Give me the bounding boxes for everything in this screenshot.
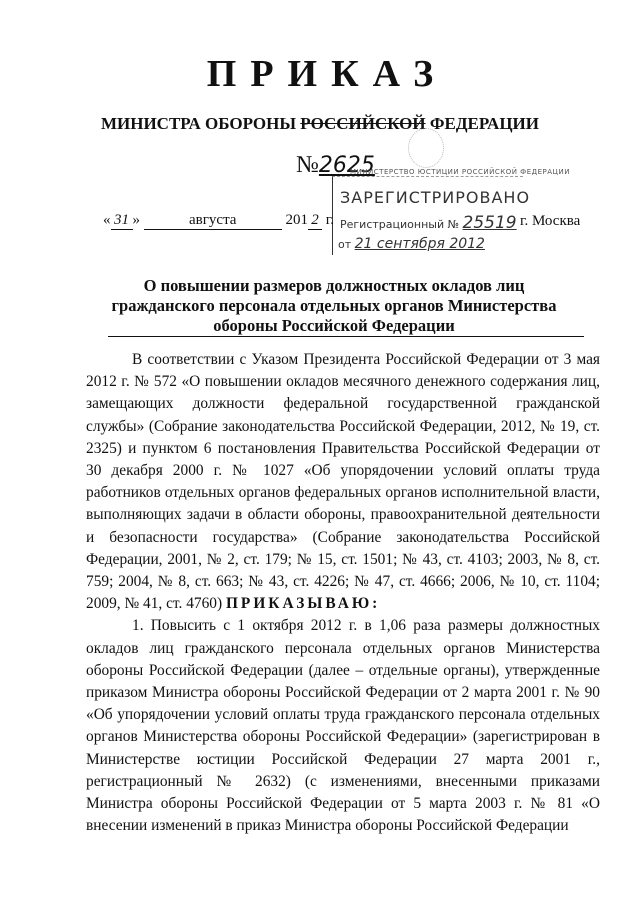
- stamp-header: МИНИСТЕРСТВО ЮСТИЦИИ РОССИЙСКОЙ ФЕДЕРАЦИИ: [350, 168, 570, 176]
- order-directive: ПРИКАЗЫВАЮ:: [225, 595, 381, 613]
- stamp-date-prefix: от: [338, 238, 352, 251]
- stamp-title: ЗАРЕГИСТРИРОВАНО: [340, 188, 531, 207]
- date-year-prefix: 201: [285, 212, 308, 228]
- state-emblem-icon: [408, 128, 444, 168]
- city: г. Москва: [520, 213, 581, 229]
- date-month: августа: [144, 212, 282, 230]
- stamp-registration: [340, 213, 517, 233]
- subject-line: О повышении размеров должностных окладов лиц: [143, 276, 525, 295]
- ministry-text-end: ФЕДЕРАЦИИ: [425, 114, 540, 133]
- clause-paragraph: 1. Повысить с 1 октября 2012 г. в 1,06 раза размеры должностных окладов лиц гражданского персонала отдельных органов Министерства обороны Российской Федерации (далее – отдельные органы), утвержденные приказом Министра обороны Российской Федерации от 2 марта 2001 г. № 90 «Об упорядочении условий оплаты труда гражданского персонала отдельных органов Министерства обороны Российской Федерации» (зарегистрирован в Министерстве юстиции Российской Федерации 27 марта 2001 г., регистрационный № 2632) (с изменениями, внесенными приказами Министра обороны Российской Федерации от 5 марта 2003 г. № 81 «О внесении изменений в приказ Министра обороны Российской Федерации: [86, 617, 600, 835]
- date-quote-open: «: [103, 212, 111, 228]
- date-quote-close: »: [132, 212, 140, 228]
- number-sign: №: [296, 152, 319, 178]
- subject-line: гражданского персонала отдельных органов Министерства: [111, 296, 557, 315]
- ministry-heading: [0, 114, 640, 134]
- order-date: [103, 212, 334, 230]
- reg-label: Регистрационный №: [340, 218, 460, 231]
- preamble-paragraph: [86, 349, 600, 615]
- date-year-abbr: г.: [325, 212, 334, 228]
- stamp-date-value: 21 сентября 2012: [354, 236, 485, 252]
- date-year-suffix: 2: [308, 212, 322, 230]
- document-title: ПРИКАЗ: [206, 53, 448, 95]
- ministry-struck-word: РОССИЙСКОЙ: [300, 114, 426, 133]
- order-subject: [88, 276, 580, 336]
- document-body: [86, 349, 600, 837]
- subject-divider: [108, 336, 584, 337]
- subject-line: обороны Российской Федерации: [213, 316, 455, 335]
- order-number-value: 2625: [318, 153, 375, 178]
- preamble-text: В соответствии с Указом Президента Российской Федерации от 3 мая 2012 г. № 572 «О повышении окладов месячного денежного содержания лиц, замещающих должности федеральной государственной гражданской службы» (Собрание законодательства Российской Федерации, 2012, № 19, ст. 2325) и пунктом 6 постановления Правительства Российской Федерации от 30 декабря 2000 г. № 1027 «Об упорядочении условий оплаты труда работников отдельных органов федеральных органов исполнительной власти, выполняющих задачи в области обороны, правоохранительной деятельности и безопасности государства» (Собрание законодательства Российской Федерации, 2001, № 2, ст. 179; № 15, ст. 1501; № 43, ст. 4103; 2003, № 8, ст. 759; 2004, № 8, ст. 663; № 43, ст. 4226; № 47, ст. 4666; 2006, № 10, ст. 1104; 2009, № 41, ст. 4760): [86, 351, 600, 613]
- date-day: 31: [111, 212, 133, 230]
- stamp-date: [338, 236, 485, 252]
- reg-number: 25519: [462, 213, 517, 233]
- ministry-text-start: МИНИСТРА ОБОРОНЫ: [100, 114, 301, 133]
